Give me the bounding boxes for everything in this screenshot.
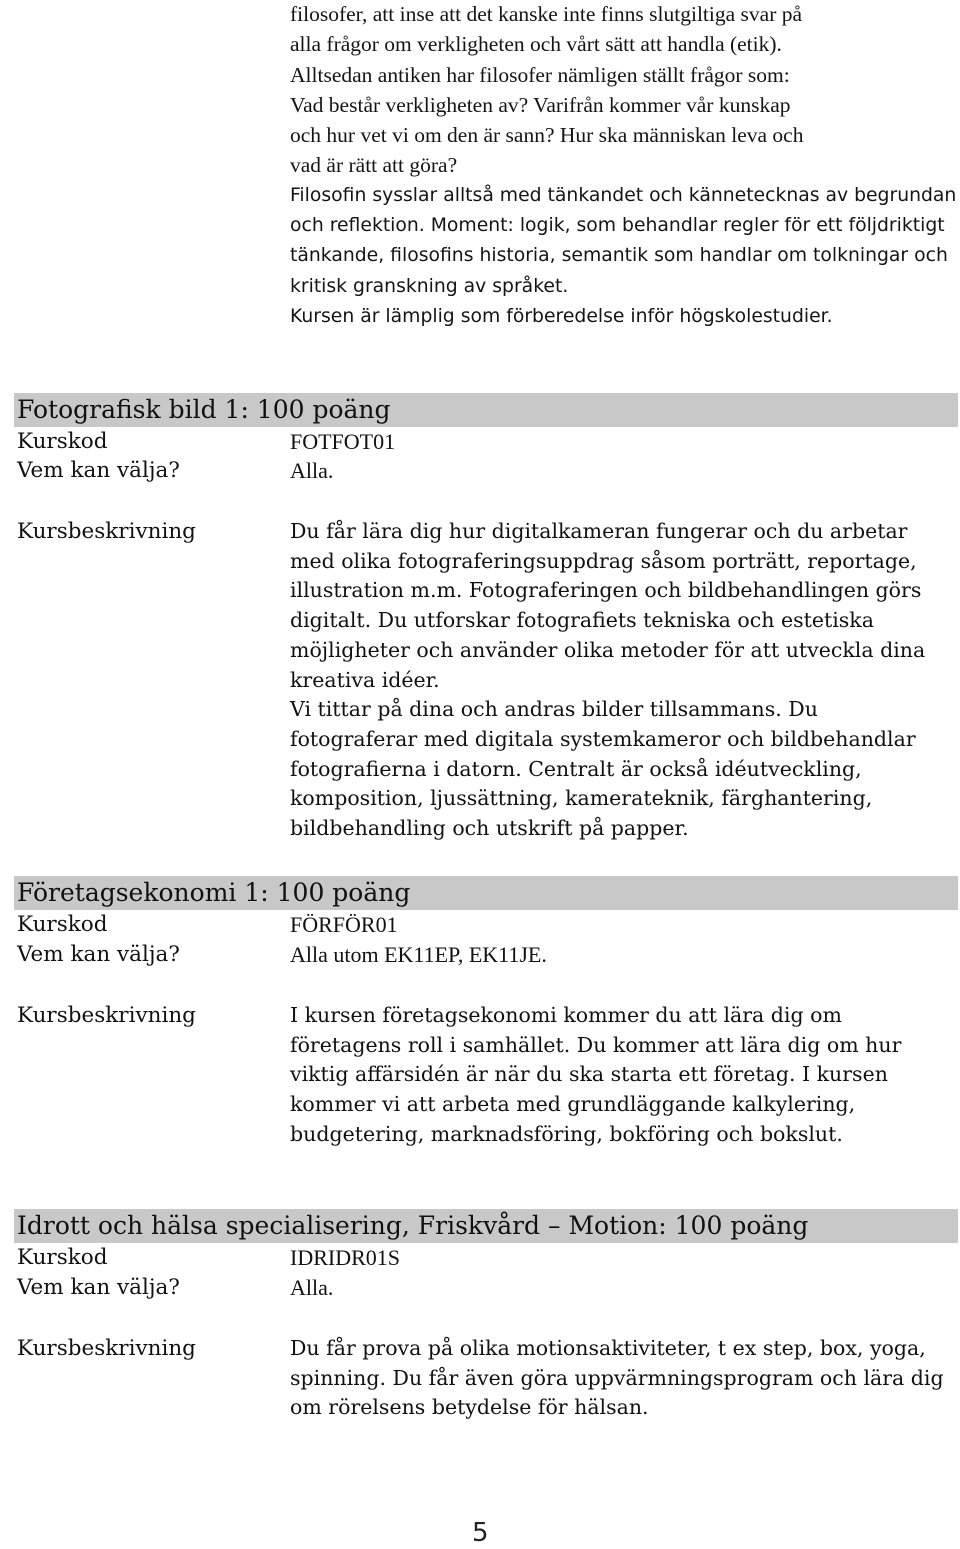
course-code: IDRIDR01S bbox=[290, 1245, 401, 1270]
description-paragraph: Du får lära dig hur digitalkameran fungerar och du arbetar med olika fotograferingsuppdrag såsom porträtt, reportage, illustration m.m. Fotograferingen och bildbehandlingen görs digitalt. Du utforskar fotografiets tekniska och estetiska möjligheter och använder olika metoder för att utveckla dina kreativa idéer. bbox=[290, 519, 926, 692]
course-eligibility: Alla. bbox=[290, 1275, 334, 1300]
course-description bbox=[290, 1334, 950, 1423]
description-paragraph: I kursen företagsekonomi kommer du att lära dig om företagens roll i samhället. Du kommer att lära dig om hur viktig affärsidén är när du ska starta ett företag. I kursen kommer vi att arbeta med grundläggande kalkylering, budgetering, marknadsföring, bokföring och bokslut. bbox=[290, 1003, 902, 1146]
intro-line: Alltsedan antiken har filosofer nämligen ställt frågor som: bbox=[290, 62, 790, 87]
page-number: 5 bbox=[472, 1518, 489, 1548]
course-title: Fotografisk bild 1: 100 poäng bbox=[17, 395, 391, 424]
course-title: Företagsekonomi 1: 100 poäng bbox=[17, 878, 411, 907]
course-code-label: Kurskod bbox=[17, 429, 108, 454]
description-paragraph: Du får prova på olika motionsaktiviteter, t ex step, box, yoga, spinning. Du får även göra uppvärmningsprogram och lära dig om rörelsens betydelse för hälsan. bbox=[290, 1336, 944, 1420]
course-title: Idrott och hälsa specialisering, Friskvård – Motion: 100 poäng bbox=[17, 1211, 809, 1240]
course-code: FOTFOT01 bbox=[290, 429, 396, 454]
course-code-label: Kurskod bbox=[17, 912, 108, 937]
course-code: FÖRFÖR01 bbox=[290, 912, 398, 937]
intro-line: och hur vet vi om den är sann? Hur ska människan leva och bbox=[290, 123, 804, 148]
eligibility-label: Vem kan välja? bbox=[17, 458, 180, 483]
description-label: Kursbeskrivning bbox=[17, 519, 196, 544]
course-code-label: Kurskod bbox=[17, 1245, 108, 1270]
intro-line: filosofer, att inse att det kanske inte finns slutgiltiga svar på bbox=[290, 2, 803, 26]
eligibility-label: Vem kan välja? bbox=[17, 942, 180, 967]
intro-paragraph: Filosofin sysslar alltså med tänkandet och kännetecknas av begrundan och reflektion. Moment: logik, som behandlar regler för ett följdriktigt tänkande, filosofins historia, semantik som handlar om tolkningar och kritisk granskning av språket. bbox=[290, 184, 957, 297]
course-description bbox=[290, 1001, 950, 1150]
eligibility-label: Vem kan välja? bbox=[17, 1275, 180, 1300]
description-paragraph: Vi tittar på dina och andras bilder tillsammans. Du fotograferar med digitala systemkameror och bildbehandlar fotografierna i datorn. Centralt är också idéutveckling, komposition, ljussättning, kamerateknik, färghantering, bildbehandling och utskrift på papper. bbox=[290, 697, 916, 841]
intro-line: Vad består verkligheten av? Varifrån kommer vår kunskap bbox=[290, 92, 791, 117]
description-label: Kursbeskrivning bbox=[17, 1336, 196, 1361]
course-description bbox=[290, 517, 950, 844]
intro-text bbox=[290, 0, 958, 332]
intro-paragraph: Kursen är lämplig som förberedelse inför högskolestudier. bbox=[290, 305, 833, 327]
intro-line: vad är rätt att göra? bbox=[290, 153, 458, 178]
course-eligibility: Alla. bbox=[290, 458, 334, 483]
intro-line: alla frågor om verkligheten och vårt sätt att handla (etik). bbox=[290, 32, 782, 57]
course-eligibility: Alla utom EK11EP, EK11JE. bbox=[290, 942, 547, 967]
description-label: Kursbeskrivning bbox=[17, 1003, 196, 1028]
